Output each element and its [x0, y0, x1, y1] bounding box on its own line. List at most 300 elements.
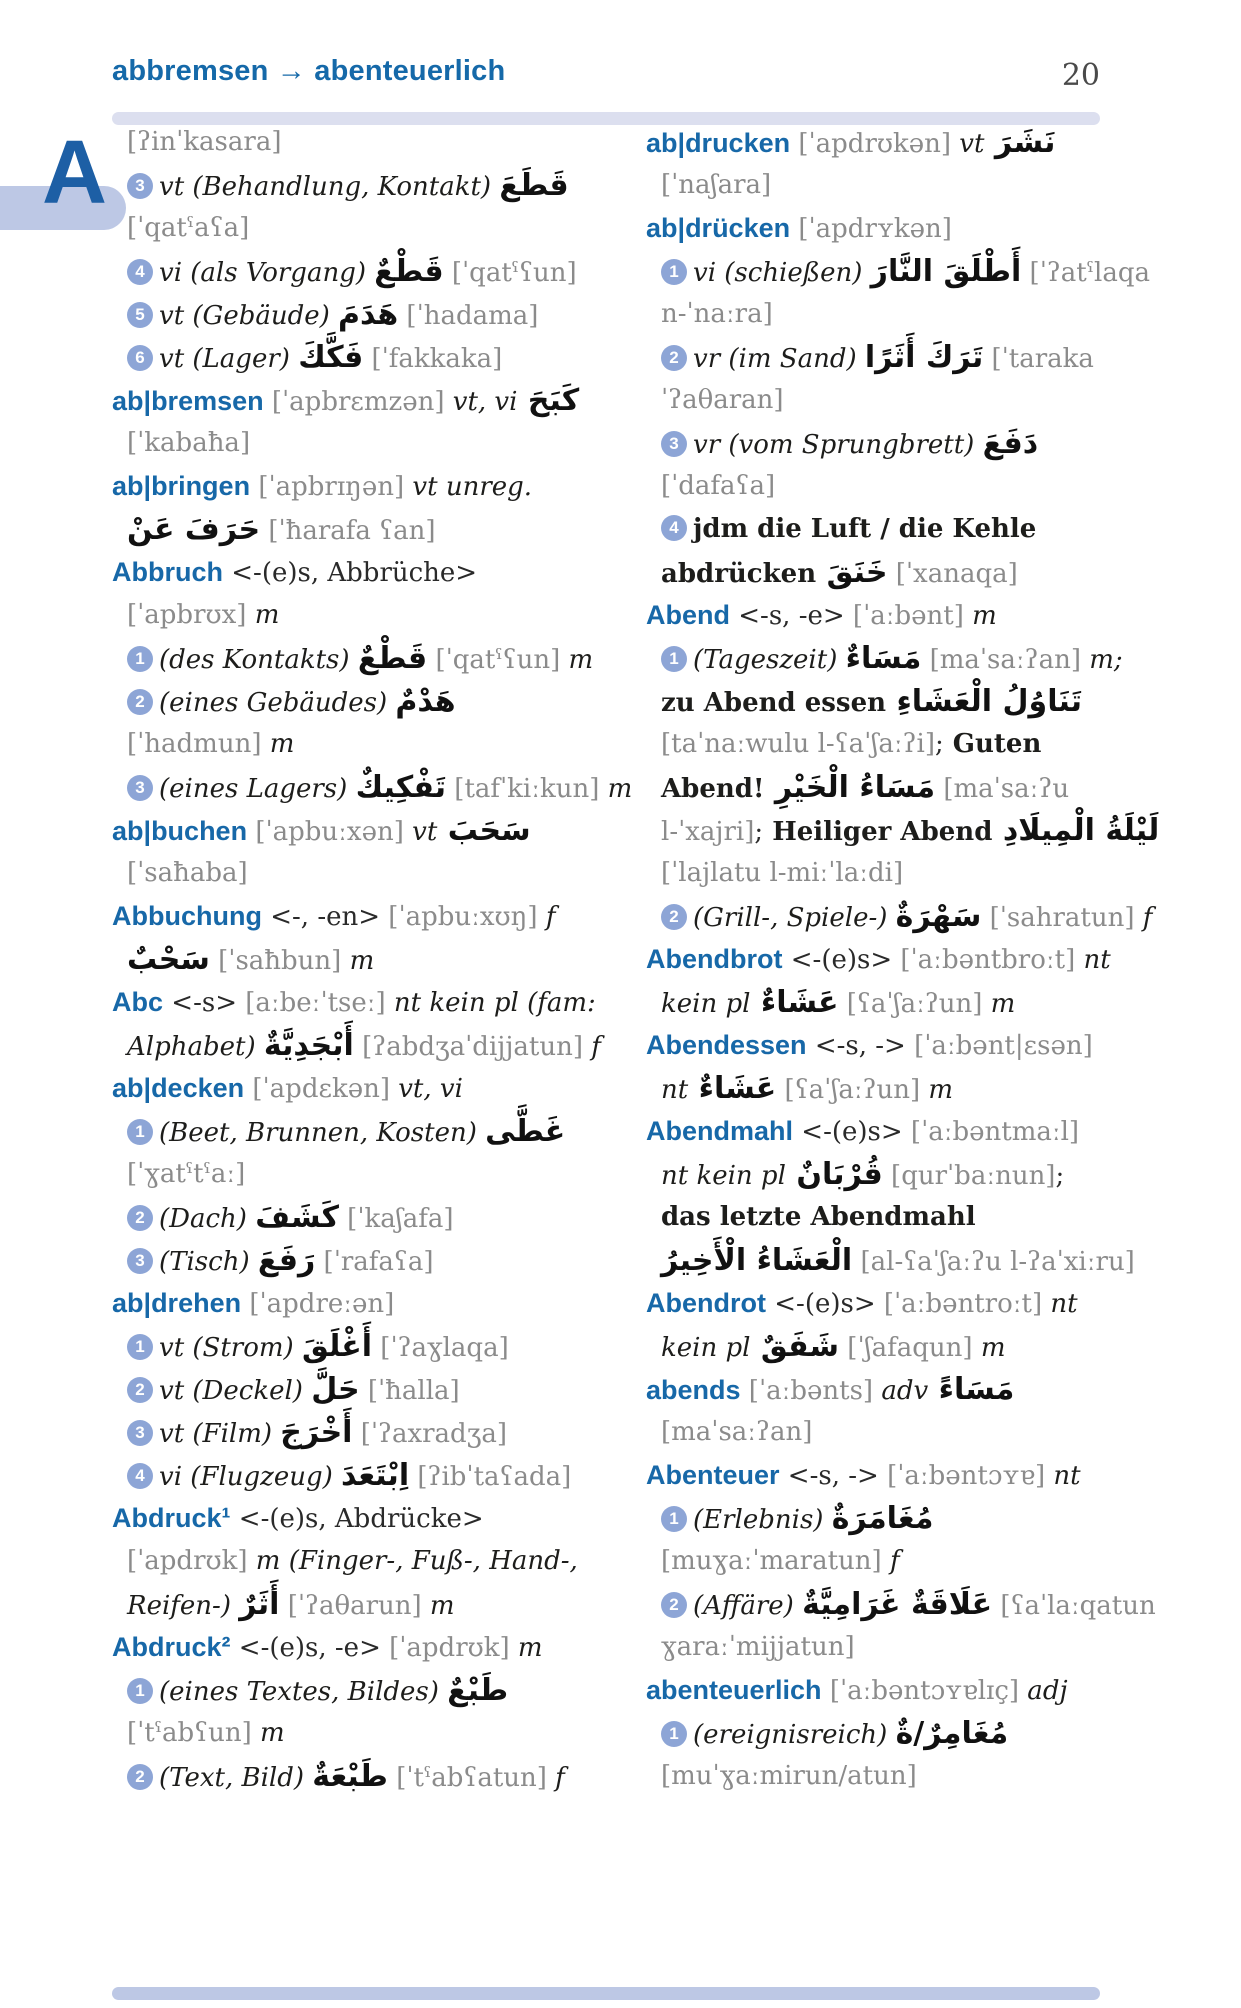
ipa-pronunciation: [qurˈbaːnun]: [882, 1161, 1056, 1191]
inflection-info: <-(e)s>: [765, 1289, 876, 1319]
grammar-label: (Erlebnis): [693, 1505, 832, 1535]
entry-line: [112, 1712, 624, 1755]
ipa-pronunciation: [ˈapbrʊx]: [127, 600, 247, 630]
arabic-translation: غَطَّى: [485, 1114, 566, 1149]
grammar-label: vt (Deckel): [159, 1376, 312, 1406]
grammar-label: vt (Film): [159, 1419, 281, 1449]
grammar-label: m: [251, 1718, 285, 1748]
entry-line: [646, 379, 1146, 422]
arabic-translation: رَفَعَ: [257, 1243, 316, 1278]
sense-number-badge: 3: [127, 173, 153, 199]
arabic-translation: دَفَعَ: [982, 426, 1039, 461]
sense-number-badge: 4: [127, 1463, 153, 1489]
ipa-pronunciation: [ˈapbrɪŋən]: [250, 472, 405, 502]
arabic-translation: مَسَاءُ الْخَيْرِ: [764, 770, 936, 805]
grammar-label: m;: [1080, 645, 1123, 675]
grammar-label: f: [537, 902, 556, 932]
grammar-label: m: [972, 1333, 1006, 1363]
arabic-translation: أَثَرٌ: [239, 1587, 280, 1622]
arabic-translation: أَطْلَقَ النَّارَ: [870, 254, 1022, 289]
entry-line: [112, 938, 624, 981]
entry-line: [646, 594, 1146, 637]
entry-line: [112, 379, 624, 422]
ipa-pronunciation: [ˈapbuːxʊŋ]: [380, 902, 538, 932]
arabic-translation: لَيْلَةُ الْمِيلَادِ: [992, 813, 1160, 848]
entry-line: [112, 1497, 624, 1540]
inflection-info: <-(e)s, Abbrüche>: [223, 558, 478, 588]
arabic-translation: خَنَقَ: [816, 555, 888, 590]
ipa-pronunciation: [ˈqatˤʕun]: [427, 645, 561, 675]
headword: Abendmahl: [646, 1116, 794, 1146]
entry-line: [646, 637, 1146, 680]
grammar-label: (eines Lagers): [159, 774, 356, 804]
arabic-translation: اِبْتَعَدَ: [341, 1458, 410, 1493]
arabic-translation: أَغْلَقَ: [301, 1329, 373, 1364]
sense-number-badge: 3: [127, 1420, 153, 1446]
ipa-pronunciation: [ˈapbuːxən]: [247, 817, 404, 847]
grammar-label: kein pl: [661, 989, 751, 1019]
ipa-pronunciation: [aːbeːˈtseː]: [236, 988, 386, 1018]
sense-number-badge: 3: [127, 775, 153, 801]
entry-line: [646, 1626, 1146, 1669]
entry-line: [646, 723, 1146, 766]
entry-line: [112, 809, 624, 852]
arabic-translation: كَشَفَ: [255, 1200, 339, 1235]
sense-number-badge: 2: [127, 1764, 153, 1790]
entry-line: [646, 336, 1146, 379]
ipa-pronunciation: [ˈapdrʊk]: [380, 1633, 510, 1663]
ipa-pronunciation: [ˈxanaqa]: [887, 559, 1018, 589]
headword: Abc: [112, 987, 164, 1017]
entry-line: [646, 1325, 1146, 1368]
grammar-label: nt: [1075, 945, 1111, 975]
entry-line: [646, 680, 1146, 723]
inflection-info: <-(e)s, -e>: [230, 1633, 381, 1663]
grammar-label: m: [560, 645, 594, 675]
arabic-translation: عَلَاقَةٌ غَرَامِيَّةٌ: [802, 1587, 993, 1622]
sense-number-badge: 1: [661, 259, 687, 285]
entry-line: [646, 1368, 1146, 1411]
ipa-pronunciation: [ˈsahratun]: [981, 903, 1135, 933]
headword: abends: [646, 1375, 741, 1405]
sense-number-badge: 1: [127, 1334, 153, 1360]
ipa-pronunciation: n-ˈnaːra]: [661, 299, 773, 329]
grammar-label: nt: [1042, 1289, 1078, 1319]
headword: Abendbrot: [646, 944, 783, 974]
entry-line: [112, 680, 624, 723]
arabic-translation: مُغَامِرٌ/ةٌ: [895, 1716, 1009, 1751]
ipa-pronunciation: [ˈapdrʊkən]: [790, 129, 952, 159]
entry-line: [646, 508, 1146, 551]
entry-line: [646, 938, 1146, 981]
entry-line: [646, 1067, 1146, 1110]
headword: ab|buchen: [112, 816, 248, 846]
grammar-label: (eines Gebäudes): [159, 688, 396, 718]
headword: ab|drehen: [112, 1288, 242, 1318]
entry-line: [112, 1669, 624, 1712]
ipa-pronunciation: [ˈkaʃafa]: [338, 1204, 454, 1234]
sense-number-badge: 1: [661, 1506, 687, 1532]
arabic-translation: عَشَاءٌ: [750, 985, 839, 1020]
entry-line: [646, 1583, 1156, 1626]
ipa-pronunciation: [ˈʔaθarun]: [279, 1591, 422, 1621]
headword: Abdruck¹: [112, 1503, 231, 1533]
entry-line: [646, 1669, 1146, 1712]
grammar-label: nt: [1045, 1461, 1081, 1491]
arabic-translation: سَحْبٌ: [127, 942, 210, 977]
entry-line: [112, 1755, 624, 1798]
ipa-pronunciation: [ˈrafaʕa]: [315, 1247, 434, 1277]
dictionary-column-left: [112, 121, 633, 1798]
ipa-pronunciation: l-ˈxajri]: [661, 817, 755, 847]
ipa-pronunciation: [maˈsaːʔan]: [921, 645, 1081, 675]
entry-line: [112, 250, 624, 293]
ipa-pronunciation: [ˈʔaxradʒa]: [352, 1419, 508, 1449]
page-number: 20: [1061, 58, 1100, 93]
ipa-pronunciation: [ˈsaħbun]: [209, 946, 342, 976]
bold-phrase: jdm die Luft / die Kehle: [693, 514, 1037, 544]
entry-line: [112, 1368, 624, 1411]
ipa-pronunciation: [ˈapbrɛmzən]: [263, 387, 445, 417]
ipa-pronunciation: [tafˈkiːkun]: [446, 774, 600, 804]
headword: ab|drücken: [646, 213, 791, 243]
ipa-pronunciation: [ˈfakkaka]: [363, 344, 503, 374]
bold-phrase: abdrücken: [661, 559, 817, 589]
entry-line: [112, 551, 624, 594]
arabic-translation: طَبْعٌ: [447, 1673, 509, 1708]
arabic-translation: نَشَرَ: [984, 125, 1056, 160]
text: ;: [1055, 1161, 1065, 1191]
grammar-label: f: [1134, 903, 1153, 933]
sense-number-badge: 3: [661, 431, 687, 457]
arabic-translation: قَطْعٌ: [374, 254, 444, 289]
sense-number-badge: 5: [127, 302, 153, 328]
entry-line: [112, 895, 624, 938]
entry-line: [112, 1282, 624, 1325]
entry-line: [646, 465, 1146, 508]
ipa-pronunciation: [ˈtˤabʕatun]: [387, 1763, 547, 1793]
grammar-label: vt, vi: [444, 387, 518, 417]
arabic-translation: عَشَاءٌ: [688, 1071, 777, 1106]
grammar-label: vt: [403, 817, 438, 847]
grammar-label: m: [509, 1633, 543, 1663]
ipa-pronunciation: ɣaraːˈmijjatun]: [661, 1632, 855, 1662]
grammar-label: nt: [661, 1075, 689, 1105]
ipa-pronunciation: [ˈɣatˤtˤaː]: [127, 1159, 246, 1189]
ipa-pronunciation: [maˈsaːʔu: [935, 774, 1070, 804]
headword: Abendrot: [646, 1288, 766, 1318]
ipa-pronunciation: [ˈaːbənt]: [844, 601, 964, 631]
grammar-label: m: [920, 1075, 954, 1105]
entry-line: [112, 1024, 624, 1067]
entry-line: [646, 250, 1150, 293]
arabic-translation: قَطَعَ: [499, 168, 569, 203]
grammar-label: f: [881, 1546, 900, 1576]
arabic-translation: مُغَامَرَةٌ: [831, 1501, 934, 1536]
entry-line: [112, 1626, 624, 1669]
headword: Abdruck²: [112, 1632, 231, 1662]
ipa-pronunciation: [ˈhadmun]: [127, 729, 262, 759]
ipa-pronunciation: [taˈnaːwulu l-ʕaˈʃaːʔi]: [661, 729, 935, 759]
entry-line: [646, 981, 1146, 1024]
ipa-pronunciation: [ˈʔaɣlaqa]: [372, 1333, 509, 1363]
grammar-label: vt (Gebäude): [159, 301, 339, 331]
ipa-pronunciation: [ʔibˈtaʕada]: [409, 1462, 572, 1492]
grammar-label: kein pl: [661, 1333, 751, 1363]
entry-line: [112, 1196, 624, 1239]
arabic-translation: كَبَحَ: [517, 383, 580, 418]
arabic-translation: سَهْرَةٌ: [895, 899, 982, 934]
entry-line: [112, 121, 624, 164]
grammar-label: f: [582, 1032, 601, 1062]
entry-line: [112, 164, 624, 207]
entry-line: [112, 293, 624, 336]
ipa-pronunciation: [ˈlajlatu l-miːˈlaːdi]: [661, 858, 904, 888]
grammar-label: adj: [1019, 1676, 1068, 1706]
footer-rule-bar: [112, 1987, 1100, 2000]
headword: ab|bringen: [112, 471, 251, 501]
bold-phrase: das letzte Abendmahl: [661, 1202, 976, 1232]
entry-line: [112, 766, 633, 809]
entry-line: [112, 1411, 624, 1454]
grammar-label: m: [599, 774, 633, 804]
ipa-pronunciation: [ˈaːbəntɔʏɐlɪç]: [821, 1676, 1020, 1706]
dictionary-column-right: [646, 121, 1160, 1798]
grammar-label: (Beet, Brunnen, Kosten): [159, 1118, 486, 1148]
grammar-label: vt (Lager): [159, 344, 299, 374]
arabic-translation: حَرَفَ عَنْ: [127, 512, 261, 547]
sense-number-badge: 1: [127, 1678, 153, 1704]
arabic-translation: تَنَاوُلُ الْعَشَاءِ: [886, 684, 1082, 719]
entry-line: [112, 1067, 624, 1110]
grammar-label: adv: [873, 1376, 929, 1406]
entry-line: [112, 1583, 624, 1626]
ipa-pronunciation: [ˈapdrʊk]: [127, 1546, 248, 1576]
headword: Abend: [646, 600, 730, 630]
inflection-info: <-(e)s, Abdrücke>: [230, 1504, 484, 1534]
sense-number-badge: 1: [661, 1721, 687, 1747]
grammar-label: f: [546, 1763, 565, 1793]
entry-line: [646, 207, 1146, 250]
ipa-pronunciation: [ˈʔatˤlaqa: [1021, 258, 1150, 288]
sense-number-badge: 2: [661, 345, 687, 371]
bold-phrase: Heiliger Abend: [763, 817, 993, 847]
entry-line: [646, 164, 1146, 207]
ipa-pronunciation: [ˈaːbənts]: [740, 1376, 874, 1406]
grammar-label: vt, vi: [389, 1074, 463, 1104]
ipa-pronunciation: [ˈapdɛkən]: [244, 1074, 390, 1104]
headword: ab|bremsen: [112, 386, 264, 416]
headword: Abbruch: [112, 557, 223, 587]
entry-line: [112, 465, 624, 508]
entry-line: [646, 1497, 1146, 1540]
entry-line: [646, 121, 1146, 164]
headword: ab|drucken: [646, 128, 791, 158]
headword: Abendessen: [646, 1030, 807, 1060]
ipa-pronunciation: [al-ʕaˈʃaːʔu l-ʔaˈxiːru]: [852, 1247, 1135, 1277]
entry-line: [646, 1540, 1146, 1583]
text: ;: [754, 817, 764, 847]
arabic-translation: تَفْكِيكٌ: [355, 770, 447, 805]
ipa-pronunciation: [ˈaːbənt|ɛsən]: [905, 1031, 1093, 1061]
sense-number-badge: 2: [661, 904, 687, 930]
entry-line: [646, 895, 1153, 938]
ipa-pronunciation: [ˈdafaʕa]: [661, 471, 776, 501]
entry-line: [646, 766, 1146, 809]
arabic-translation: الْعَشَاءُ الْأَخِيرُ: [661, 1243, 853, 1278]
entry-line: [112, 852, 624, 895]
grammar-label: Reifen-): [127, 1591, 240, 1621]
grammar-label: m (Finger-, Fuß-, Hand-,: [247, 1546, 578, 1576]
grammar-label: vt: [951, 129, 985, 159]
sense-number-badge: 2: [661, 1592, 687, 1618]
sense-number-badge: 6: [127, 345, 153, 371]
inflection-info: <-, -en>: [261, 902, 381, 932]
grammar-label: (Dach): [159, 1204, 256, 1234]
ipa-pronunciation: [ˈħarafa ʕan]: [260, 516, 436, 546]
headword: abenteuerlich: [646, 1675, 822, 1705]
grammar-label: nt kein pl: [661, 1161, 786, 1191]
sense-number-badge: 4: [661, 515, 687, 541]
sense-number-badge: 4: [127, 259, 153, 285]
arabic-translation: أَبْجَدِيَّةٌ: [263, 1028, 354, 1063]
ipa-pronunciation: [muˈɣaːmirun/atun]: [661, 1761, 917, 1791]
grammar-label: vt (Behandlung, Kontakt): [159, 172, 500, 202]
page-title-range: abbremsen → abenteuerlich: [112, 55, 506, 87]
arabic-translation: هَدَمَ: [338, 297, 399, 332]
ipa-pronunciation: [ˈhadama]: [398, 301, 539, 331]
arabic-translation: أَخْرَجَ: [280, 1415, 353, 1450]
grammar-label: (Grill-, Spiele-): [693, 903, 896, 933]
grammar-label: nt kein pl (fam:: [385, 988, 596, 1018]
ipa-pronunciation: [ˈaːbəntmaːl]: [902, 1117, 1080, 1147]
grammar-label: m: [261, 729, 295, 759]
ipa-pronunciation: ˈʔaθaran]: [661, 385, 784, 415]
entry-line: [646, 1196, 1146, 1239]
inflection-info: <-s, -e>: [730, 601, 845, 631]
grammar-label: vr (vom Sprungbrett): [693, 430, 983, 460]
entry-line: [646, 551, 1146, 594]
inflection-info: <-(e)s>: [793, 1117, 903, 1147]
sense-number-badge: 1: [127, 646, 153, 672]
entry-line: [112, 1454, 624, 1497]
headword: Abenteuer: [646, 1460, 780, 1490]
bold-phrase: zu Abend essen: [661, 688, 887, 718]
entry-line: [646, 1411, 1146, 1454]
ipa-pronunciation: [ˈaːbəntɔʏɐ]: [878, 1461, 1046, 1491]
ipa-pronunciation: [ˈħalla]: [359, 1376, 460, 1406]
arabic-translation: سَحَبَ: [437, 813, 531, 848]
sense-number-badge: 1: [661, 646, 687, 672]
ipa-pronunciation: [ˈtˤabʕun]: [127, 1718, 252, 1748]
ipa-pronunciation: [ˈkabaħa]: [127, 428, 251, 458]
arabic-translation: قُرْبَانٌ: [785, 1157, 883, 1192]
sense-number-badge: 2: [127, 1377, 153, 1403]
grammar-label: vi (schießen): [693, 258, 871, 288]
entry-line: [112, 1239, 624, 1282]
entry-line: [112, 637, 624, 680]
entry-line: [646, 1153, 1146, 1196]
arabic-translation: قَطْعٌ: [357, 641, 428, 676]
ipa-pronunciation: [ʔabdʒaˈdijjatun]: [353, 1032, 583, 1062]
entry-line: [646, 1454, 1146, 1497]
ipa-pronunciation: [ˈqatˤʕun]: [443, 258, 577, 288]
grammar-label: vi (Flugzeug): [159, 1462, 342, 1492]
inflection-info: <-s, ->: [806, 1031, 906, 1061]
grammar-label: (Tageszeit): [693, 645, 846, 675]
grammar-label: vr (im Sand): [693, 344, 865, 374]
entry-line: [646, 293, 1146, 336]
ipa-pronunciation: [ˈaːbəntroːt]: [875, 1289, 1043, 1319]
inflection-info: <-s, ->: [779, 1461, 879, 1491]
arabic-translation: تَرَكَ أَثَرًا: [864, 340, 984, 375]
entry-line: [646, 1239, 1146, 1282]
ipa-pronunciation: [maˈsaːʔan]: [661, 1417, 813, 1447]
arabic-translation: شَفَقٌ: [750, 1329, 840, 1364]
entry-line: [112, 207, 624, 250]
grammar-label: Alphabet): [127, 1032, 264, 1062]
grammar-label: (eines Textes, Bildes): [159, 1677, 448, 1707]
sense-number-badge: 3: [127, 1248, 153, 1274]
entry-line: [112, 981, 624, 1024]
entry-line: [112, 594, 624, 637]
entry-line: [112, 1110, 624, 1153]
ipa-pronunciation: [ʕaˈlaːqatun: [992, 1591, 1156, 1621]
grammar-label: m: [982, 989, 1016, 1019]
grammar-label: vi (als Vorgang): [159, 258, 375, 288]
entry-line: [112, 1540, 624, 1583]
grammar-label: (des Kontakts): [159, 645, 358, 675]
entry-line: [112, 1153, 624, 1196]
arabic-translation: طَبْعَةٌ: [312, 1759, 388, 1794]
bold-phrase: Guten: [943, 729, 1042, 759]
inflection-info: <-s>: [163, 988, 237, 1018]
headword: ab|decken: [112, 1073, 245, 1103]
entry-line: [646, 1024, 1146, 1067]
ipa-pronunciation: [ˈsaħaba]: [127, 858, 248, 888]
grammar-label: vt unreg.: [404, 472, 533, 502]
grammar-label: m: [341, 946, 375, 976]
entry-line: [646, 1282, 1146, 1325]
grammar-label: (Affäre): [693, 1591, 803, 1621]
entry-line: [112, 1325, 624, 1368]
arabic-translation: مَسَاءٌ: [845, 641, 922, 676]
ipa-pronunciation: [ˈaːbəntbroːt]: [892, 945, 1076, 975]
ipa-pronunciation: [muɣaːˈmaratun]: [661, 1546, 882, 1576]
ipa-pronunciation: [ʔinˈkasara]: [127, 127, 282, 157]
ipa-pronunciation: [ˈqatˤaʕa]: [127, 213, 250, 243]
entry-line: [112, 723, 624, 766]
entry-line: [646, 422, 1146, 465]
grammar-label: (Text, Bild): [159, 1763, 313, 1793]
sense-number-badge: 2: [127, 1205, 153, 1231]
grammar-label: m: [963, 601, 997, 631]
ipa-pronunciation: [ˈtaraka: [983, 344, 1094, 374]
grammar-label: vt (Strom): [159, 1333, 302, 1363]
entry-line: [112, 336, 624, 379]
ipa-pronunciation: [ʕaˈʃaːʔun]: [776, 1075, 921, 1105]
bold-phrase: Abend!: [661, 774, 765, 804]
ipa-pronunciation: [ˈapdrʏkən]: [790, 214, 952, 244]
text: ;: [934, 729, 944, 759]
entry-line: [646, 809, 1160, 852]
entry-line: [646, 852, 1146, 895]
ipa-pronunciation: [ʕaˈʃaːʔun]: [838, 989, 983, 1019]
ipa-pronunciation: [ˈʃafaqun]: [839, 1333, 973, 1363]
headword: Abbuchung: [112, 901, 262, 931]
entry-line: [112, 508, 624, 551]
inflection-info: <-(e)s>: [782, 945, 893, 975]
